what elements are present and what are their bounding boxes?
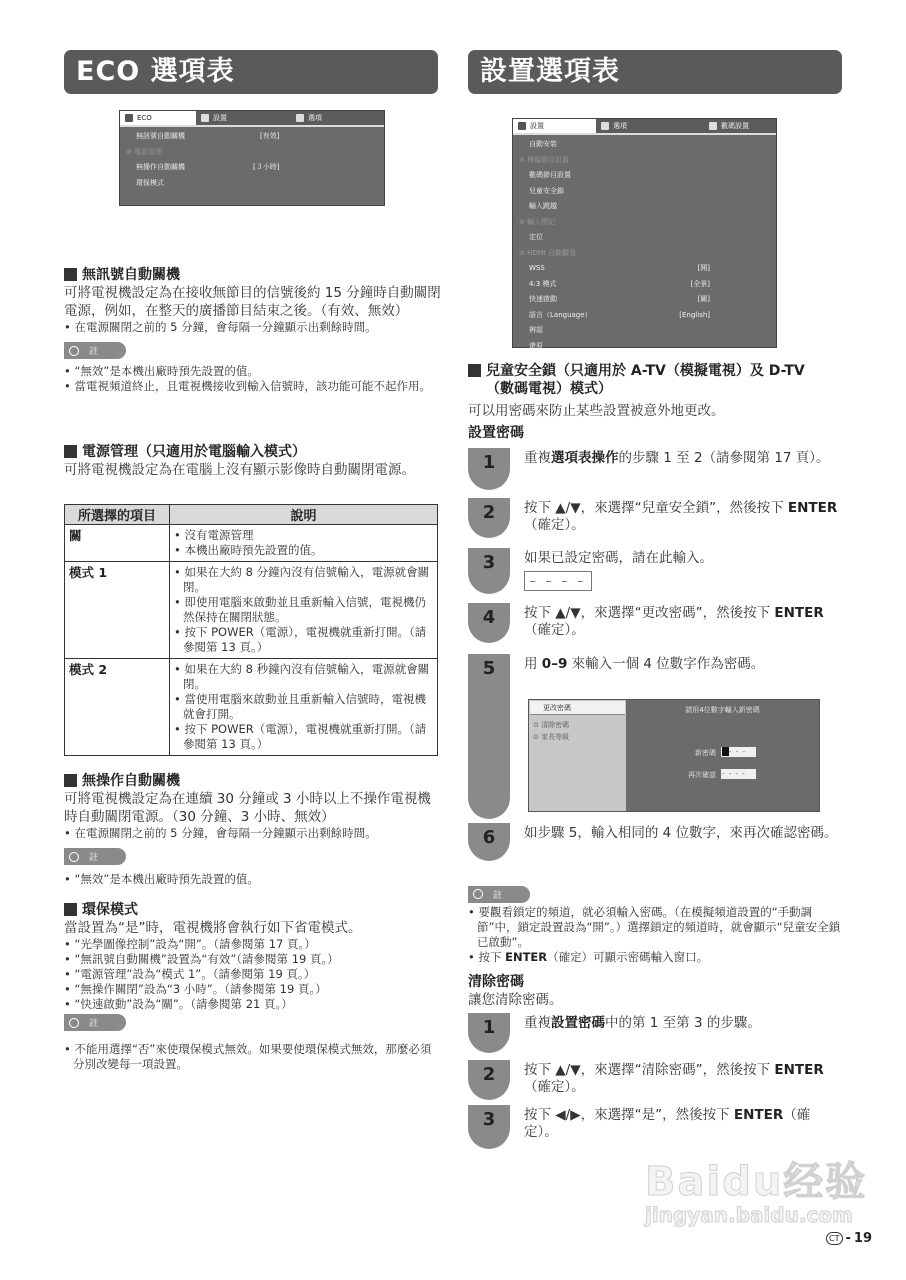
menu-item-value: [３小時] — [253, 163, 280, 171]
tab-options[interactable]: 選項 — [596, 119, 704, 133]
bullet: • “電源管理”設為“模式 1”。（請參閱第 19 頁。） — [64, 967, 442, 982]
menu-item-identification[interactable]: 辨認 — [529, 326, 543, 334]
menu-item-clear-password[interactable]: ⊙ 清除密碼 — [533, 721, 570, 729]
no-operation-section — [64, 772, 442, 887]
step-number: 4 — [468, 603, 510, 643]
menu-item-value: [關] — [697, 295, 710, 303]
table-row: 關 • 沒有電源管理 • 本機出廠時預先設置的值。 — [65, 525, 438, 562]
menu-item-wss[interactable]: WSS [開] — [513, 261, 776, 277]
wrench-icon — [518, 122, 526, 130]
section-heading: 電源管理（只適用於電腦輸入模式） — [82, 444, 306, 460]
section-marker — [64, 903, 77, 916]
password-input[interactable]: – – – – — [524, 571, 592, 591]
section-marker — [64, 445, 77, 458]
menu-item-power-management: ⊘ 電源管理 — [126, 147, 163, 156]
password-menu-list — [529, 700, 626, 811]
menu-item-analog-setup: ⊘ 模擬節目設置 — [519, 155, 570, 164]
note-item: • 按下 ENTER（確定）可顯示密碼輸入窗口。 — [468, 950, 848, 965]
tab-setup[interactable]: 設置 — [513, 119, 596, 133]
menu-item-parental-level[interactable]: ⊙ 家長等級 — [533, 733, 570, 741]
bullet: • 在電源關閉之前的 5 分鐘，會每隔一分鐘顯示出剩餘時間。 — [64, 320, 442, 335]
menu-item-reset[interactable]: 還原 — [529, 341, 543, 350]
eco-menu-screen — [119, 110, 385, 206]
note-item: • 要觀看鎖定的頻道，就必須輸入密碼。（在模擬頻道設置的“手動調節”中，鎖定設置設為“開”。）選擇鎖定的頻道時，就會顯示“兒童安全鎖已啟動”。 — [468, 905, 848, 950]
menu-item-auto-install[interactable]: 自動安裝 — [529, 140, 557, 148]
step-number: 6 — [468, 823, 510, 861]
eco-menu-title: ECO 選項表 — [64, 50, 438, 94]
paperclip-icon — [67, 1015, 81, 1029]
section-marker — [64, 268, 77, 281]
menu-item-position[interactable]: 定位 — [529, 233, 543, 241]
tab-options[interactable]: 選項 — [291, 111, 384, 125]
bullet: • “無訊號自動關機”設置為“有效”（請參閱第 19 頁。） — [64, 952, 442, 967]
section-marker — [64, 774, 77, 787]
new-password-label: 新密碼 — [695, 749, 716, 757]
step-number: 2 — [468, 1060, 510, 1100]
new-password-field[interactable]: - - - — [721, 747, 756, 757]
setup-menu-tabs — [513, 119, 776, 135]
menu-item-hdmi-auto-view: ⊘ HDMI 自動觀看 — [519, 248, 577, 257]
menu-item-input-label: ⊘ 輸入標記 — [519, 217, 556, 226]
watermark-brand: Baidu经验 — [645, 1159, 868, 1205]
menu-item-value: [開] — [697, 264, 710, 272]
language-badge: CT — [826, 1232, 842, 1245]
paperclip-icon — [471, 887, 485, 901]
section-body: 可將電視機設定為在連續 30 分鐘或 3 小時以上不操作電視機時自動關閉電源。（30 分鐘、3 小時、無效） — [64, 791, 431, 825]
menu-item-eco-mode[interactable]: 環保模式 — [136, 178, 164, 187]
section-heading: 無操作自動關機 — [82, 773, 180, 789]
password-prompt: 請用4位數字輸入新密碼 — [685, 706, 760, 714]
watermark-url: jingyan.baidu.com — [645, 1203, 853, 1227]
set-password-steps: 1 重複選項表操作的步驟 1 至 2（請參閱第 17 頁）。 2 按下 ▲/▼，來選擇“兒童安全鎖”，然後按下 ENTER（確定）。 3 如果已設定密碼，請在此輸入。 – – – – 4 按下 ▲/▼，來選擇“更改密碼”，然後按下 ENTER（確定）。 5 用 0–9 來輸入一個 4 位數字作為密碼。 更改密碼 ⊙ 清除密碼 ⊙ 家長等級 請用4位數字輸入新密碼 新密碼 - - - 再次確認 - - - - 6 如步驟 5，輸入相同的 4 位數字，來再次確認密碼。 — [468, 448, 842, 868]
baidu-watermark — [645, 1150, 867, 1227]
note-item: • “無效”是本機出廠時預先設置的值。 — [64, 872, 442, 887]
document-icon — [601, 122, 609, 130]
menu-item-no-signal-off[interactable]: 無訊號自動關機 [有效] — [120, 129, 384, 145]
document-icon — [296, 114, 304, 122]
note-badge: 註 — [64, 848, 126, 865]
section-body: 讓您清除密碼。 — [468, 992, 563, 1008]
step-number: 3 — [468, 548, 510, 594]
eco-mode-section — [64, 901, 442, 1072]
clear-password-steps: 1 重複設置密碼中的第 1 至第 3 的步驟。 2 按下 ▲/▼，來選擇“清除密碼”，然後按下 ENTER（確定）。 3 按下 ◀/▶，來選擇“是”，然後按下 ENTER（確定）。 — [468, 1013, 842, 1153]
subsection-heading: 設置密碼 — [468, 425, 524, 441]
no-signal-section — [64, 266, 442, 394]
note-badge: 註 — [64, 1014, 126, 1031]
menu-item-value: [有效] — [260, 132, 280, 140]
menu-item-language[interactable]: 語言（Language） [English] — [513, 308, 776, 324]
section-body: 當設置為“是”時，電視機將會執行如下省電模式。 — [64, 920, 362, 936]
eco-menu-tabs — [120, 111, 384, 127]
tab-setup[interactable]: 設置 — [196, 111, 291, 125]
child-lock-notes — [468, 884, 848, 1009]
menu-item-value: [全景] — [690, 279, 710, 288]
column-header: 所選擇的項目 — [65, 505, 170, 525]
table-row: 模式 2 • 如果在大約 8 秒鐘內沒有信號輸入，電源就會關閉。 • 當使用電腦來啟動並且重新輸入信號時，電視機就會打開。 • 按下 POWER（電源），電視機就重新打開。（請參閱第 13 頁。） — [65, 659, 438, 756]
step-number: 3 — [468, 1105, 510, 1149]
subsection-heading: 清除密碼 — [468, 974, 524, 990]
paperclip-icon — [67, 343, 81, 357]
table-row: 模式 1 • 如果在大約 8 分鐘內沒有信號輸入，電源就會關閉。 • 即使用電腦來啟動並且重新輸入信號，電視機仍然保持在關閉狀態。 • 按下 POWER（電源），電視機就重新打開。（請參閱第 13 頁。） — [65, 562, 438, 659]
section-heading: 兒童安全鎖（只適用於 A-TV（模擬電視）及 D-TV （數碼電視）模式） — [486, 363, 805, 397]
page-footer: CT - 19 — [826, 1231, 872, 1246]
confirm-password-field[interactable]: - - - - — [721, 769, 756, 779]
note-item: • 不能用選擇“否”來使環保模式無效。如果要使環保模式無效，那麼必須分別改變每一項設置。 — [64, 1042, 442, 1072]
child-lock-section — [468, 362, 848, 442]
menu-item-43-mode[interactable]: 4:3 模式 [全景] — [513, 277, 776, 293]
bullet: • 在電源關閉之前的 5 分鐘，會每隔一分鐘顯示出剩餘時間。 — [64, 826, 442, 841]
section-body: 可將電視機設定為在接收無節目的信號後約 15 分鐘時自動關閉電源，例如，在整天的廣播節目結束之後。（有效、無效） — [64, 285, 441, 319]
page-number: 19 — [853, 1231, 872, 1246]
paperclip-icon — [67, 849, 81, 863]
left-column — [64, 50, 438, 94]
tab-digital-setup[interactable]: 數碼設置 — [704, 119, 776, 133]
note-badge: 註 — [468, 886, 530, 903]
step-number: 1 — [468, 448, 510, 490]
wrench-icon — [201, 114, 209, 122]
menu-item-quick-start[interactable]: 快速啟動 [關] — [513, 292, 776, 308]
digital-icon — [709, 122, 717, 130]
step-number: 2 — [468, 498, 510, 538]
menu-item-child-lock[interactable]: 兒童安全鎖 — [529, 186, 564, 195]
setup-menu-title: 設置選項表 — [468, 50, 842, 94]
power-management-table — [64, 504, 438, 756]
right-column — [468, 50, 842, 94]
leaf-icon — [125, 114, 133, 122]
input-cursor — [722, 747, 729, 756]
section-heading: 無訊號自動關機 — [82, 267, 180, 283]
section-body: 可將電視機設定為在電腦上沒有顯示影像時自動關閉電源。 — [64, 462, 415, 478]
note-item: • 當電視頻道終止，且電視機接收到輸入信號時，該功能可能不起作用。 — [64, 379, 442, 394]
bullet: • “快速啟動”設為“關”。（請參閱第 21 頁。） — [64, 997, 442, 1012]
menu-item-change-password[interactable]: 更改密碼 — [530, 701, 625, 715]
power-management-section — [64, 443, 442, 479]
confirm-password-label: 再次確認 — [688, 771, 716, 779]
menu-item-input-skip[interactable]: 輸入跳越 — [529, 202, 557, 210]
bullet: • “無操作關閉”設為“3 小時”。（請參閱第 19 頁。） — [64, 982, 442, 997]
power-management-table-wrap — [64, 504, 438, 756]
menu-item-value: [English] — [679, 310, 710, 319]
password-entry-panel — [626, 700, 819, 811]
menu-item-digital-setup[interactable]: 數碼節目設置 — [529, 171, 571, 179]
tab-eco[interactable]: ECO — [120, 111, 196, 125]
section-marker — [468, 364, 481, 377]
section-body: 可以用密碼來防止某些設置被意外地更改。 — [468, 403, 725, 419]
menu-item-no-operation-off[interactable]: 無操作自動關機 [３小時] — [120, 160, 384, 176]
step-number: 5 — [468, 654, 510, 819]
setup-menu-screen — [512, 118, 777, 348]
step-number: 1 — [468, 1013, 510, 1053]
note-badge: 註 — [64, 342, 126, 359]
column-header: 說明 — [170, 505, 438, 525]
change-password-screen — [528, 699, 820, 812]
note-item: • “無效”是本機出廠時預先設置的值。 — [64, 364, 442, 379]
bullet: • “光學圖像控制”設為“開”。（請參閱第 17 頁。） — [64, 937, 442, 952]
section-heading: 環保模式 — [82, 902, 138, 918]
step-5: 5 用 0–9 來輸入一個 4 位數字作為密碼。 更改密碼 ⊙ 清除密碼 ⊙ 家長等級 請用4位數字輸入新密碼 新密碼 - - - 再次確認 - - - - — [468, 654, 842, 819]
